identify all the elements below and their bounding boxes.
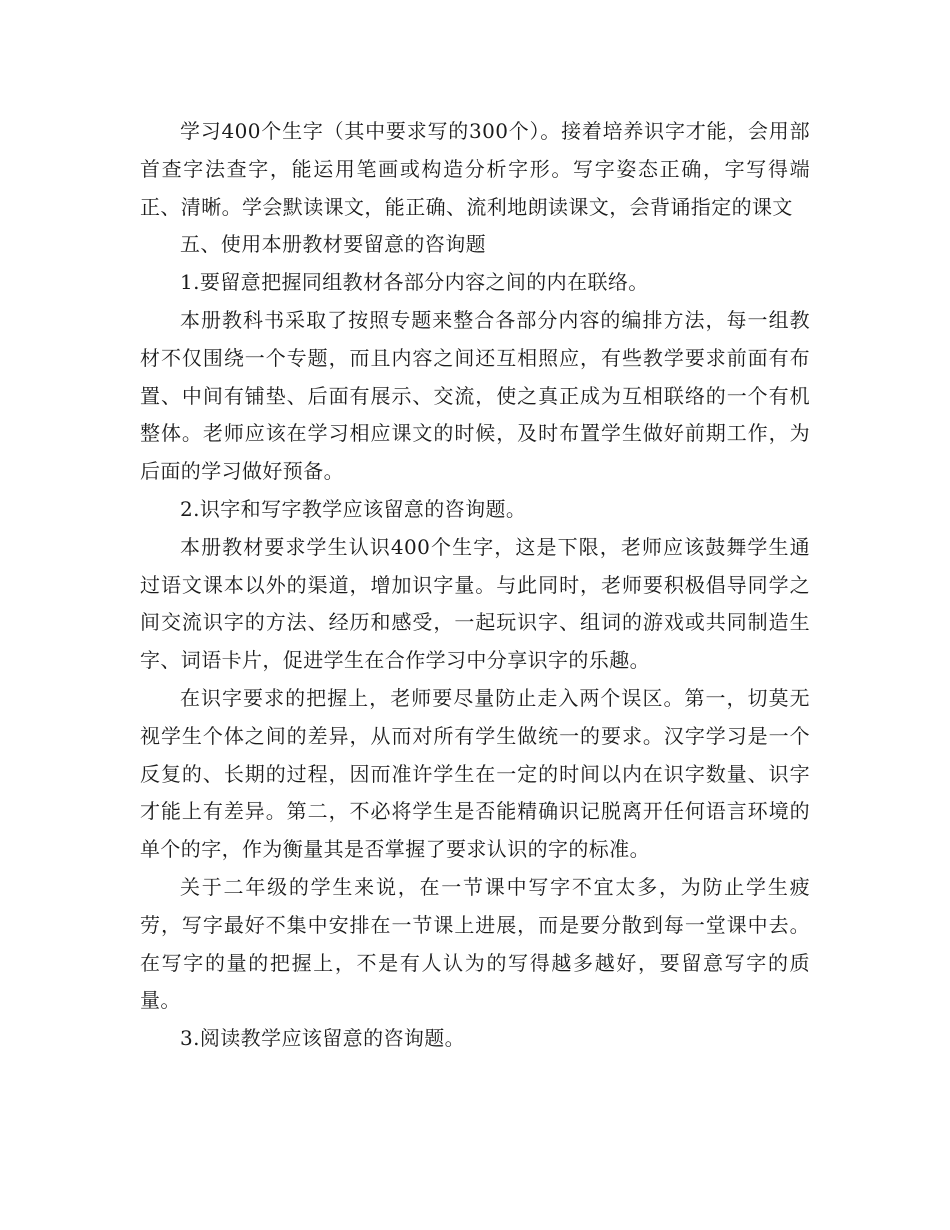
document-page [140, 113, 810, 1058]
paragraph-literacy-goals: 学习400个生字（其中要求写的300个）。接着培养识字才能，会用部首查字法查字，能运用笔画或构造分析字形。写字姿态正确，字写得端正、清晰。学会默读课文，能正确、流利地朗读课文，会背诵指定的课文 [140, 119, 810, 219]
paragraph-literacy-requirements: 在识字要求的把握上，老师要尽量防止走入两个误区。第一，切莫无视学生个体之间的差异，从而对所有学生做统一的要求。汉字学习是一个反复的、长期的过程，因而准许学生在一定的时间以内在识字数量、识字才能上有差异。第二，不必将学生是否能精确识记脱离开任何语言环境的单个的字，作为衡量其是否掌握了要求认识的字的标准。 [140, 685, 810, 862]
paragraph-textbook-structure: 本册教科书采取了按照专题来整合各部分内容的编排方法，每一组教材不仅围绕一个专题，而且内容之间还互相照应，有些教学要求前面有布置、中间有铺垫、后面有展示、交流，使之真正成为互相联络的一个有机整体。老师应该在学习相应课文的时候，及时布置学生做好前期工作，为后面的学习做好预备。 [140, 307, 810, 484]
paragraph-literacy-volume: 本册教材要求学生认识400个生字，这是下限，老师应该鼓舞学生通过语文课本以外的渠道，增加识字量。与此同时，老师要积极倡导同学之间交流识字的方法、经历和感受，一起玩识字、组词的游戏或共同制造生字、词语卡片，促进学生在合作学习中分享识字的乐趣。 [140, 534, 810, 673]
subheading-2: 2.识字和写字教学应该留意的咨询题。 [180, 496, 527, 521]
subheading-3: 3.阅读教学应该留意的咨询题。 [180, 1026, 466, 1051]
paragraph-writing-practice: 关于二年级的学生来说，在一节课中写字不宜太多，为防止学生疲劳，写字最好不集中安排在一节课上进展，而是要分散到每一堂课中去。在写字的量的把握上，不是有人认为的写得越多越好，要留意写字的质量。 [140, 874, 810, 1013]
subheading-1: 1.要留意把握同组教材各部分内容之间的内在联络。 [180, 270, 649, 295]
section-heading-five: 五、使用本册教材要留意的咨询题 [180, 232, 486, 257]
